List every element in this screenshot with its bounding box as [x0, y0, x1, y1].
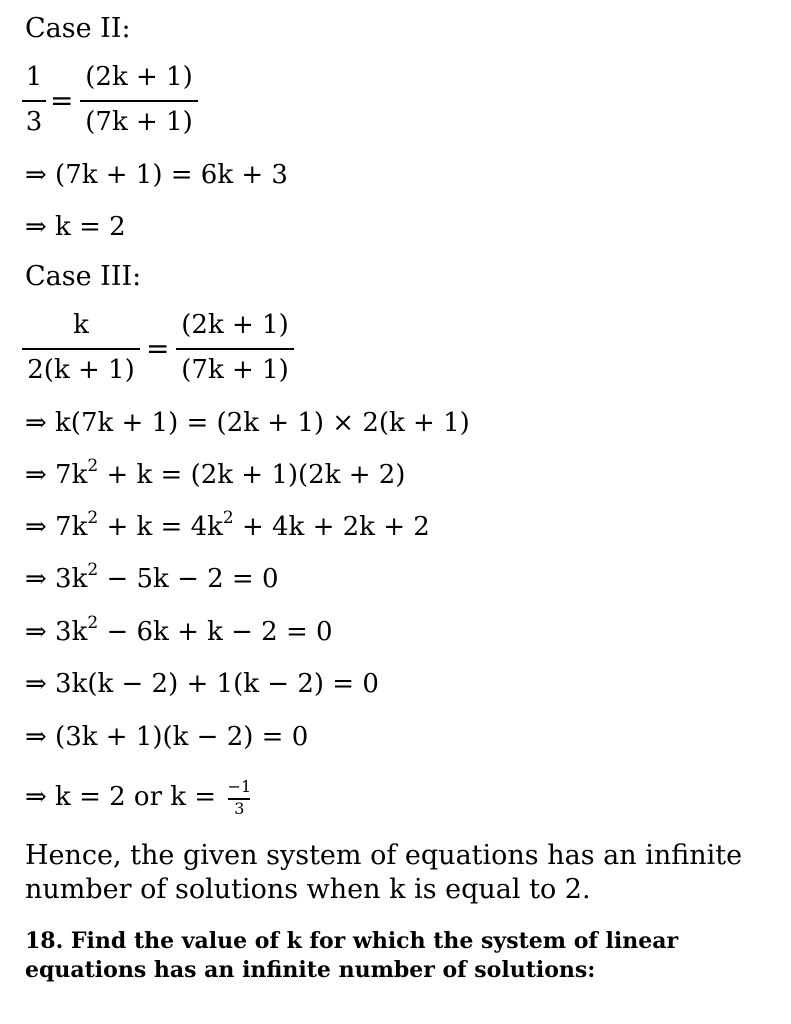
fraction-bar	[22, 348, 140, 350]
question-18: 18. Find the value of k for which the system of linear equations has an infinite number of solutions:	[25, 928, 679, 983]
fraction-denominator: 2(k + 1)	[27, 355, 135, 385]
case-3-step-5: ⇒ $3k^2 - 6k + k - 2 = 0$	[25, 613, 333, 647]
case-3-step-1: ⇒ k(7k + 1) = (2k + 1) × 2(k + 1)	[25, 408, 470, 438]
fraction-bar	[176, 348, 294, 350]
case-2-heading: Case II:	[25, 13, 131, 44]
case-3-step-3: ⇒ $7k^2 + k = 4k^2 + 4k + 2k + 2$	[25, 508, 430, 542]
fraction-numerator: (2k + 1)	[85, 62, 193, 92]
case-2-left-fraction	[22, 62, 46, 144]
fraction-denominator: (7k + 1)	[85, 107, 193, 137]
fraction-numerator: k	[73, 310, 89, 340]
fraction-numerator: 1	[25, 62, 43, 92]
case-3-step-7: ⇒ (3k + 1)(k − 2) = 0	[25, 722, 309, 752]
fraction-denominator: 3	[25, 107, 43, 137]
case-2-right-fraction	[80, 62, 198, 144]
equals-sign: =	[50, 84, 74, 117]
small-fraction: $\frac{-1}{3}$	[227, 777, 252, 818]
fraction-denominator: (7k + 1)	[181, 355, 289, 385]
conclusion-paragraph: Hence, the given system of equations has an infinite number of solutions when k is equal to 2.	[25, 840, 743, 905]
fraction-bar	[80, 100, 198, 102]
case-3-left-fraction	[22, 310, 140, 392]
case-3-step-4: ⇒ $3k^2 - 5k - 2 = 0$	[25, 560, 279, 594]
fraction-numerator: (2k + 1)	[181, 310, 289, 340]
equals-sign: =	[146, 332, 170, 365]
case-3-step-6: ⇒ 3k(k − 2) + 1(k − 2) = 0	[25, 669, 379, 699]
case-3-step-2: ⇒ $7k^2 + k = (2k + 1)(2k + 2)$	[25, 456, 406, 490]
case-3-heading: Case III:	[25, 261, 142, 292]
case-3-step-8: ⇒ k = 2 or k = $\frac{-1}{3}$	[25, 777, 252, 818]
case-2-step-1: ⇒ (7k + 1) = 6k + 3	[25, 160, 288, 190]
case-2-step-2: ⇒ k = 2	[25, 212, 126, 242]
fraction-bar	[22, 100, 46, 102]
case-3-right-fraction	[176, 310, 294, 392]
